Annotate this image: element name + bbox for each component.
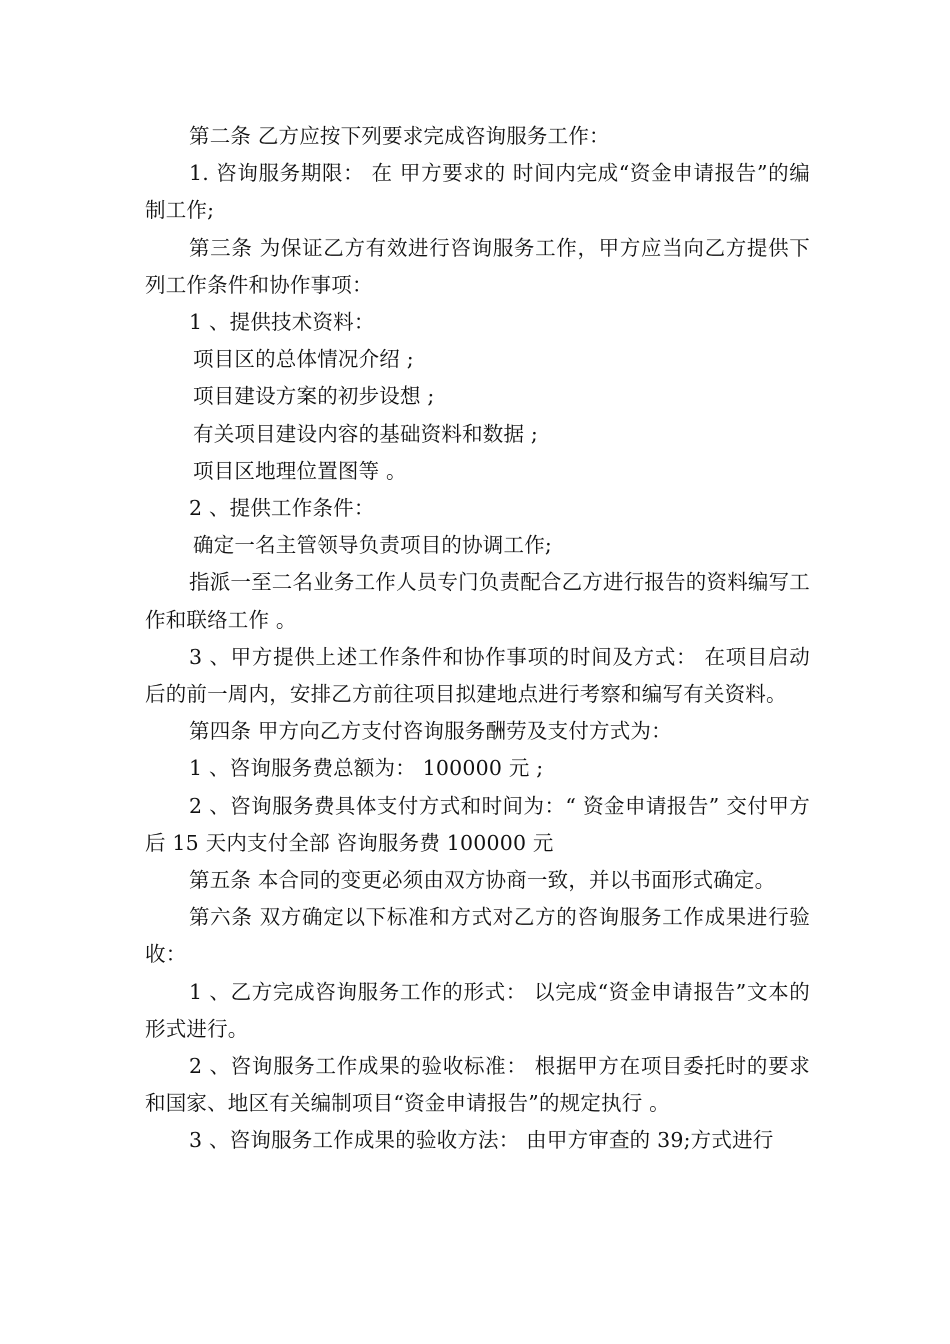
technical-material-3: 有关项目建设内容的基础资料和数据 ; [193,421,539,446]
article-4-heading: 第四条 甲方向乙方支付咨询服务酬劳及支付方式为： [189,719,672,744]
document-body [145,118,810,1160]
article-2-item-1: 1. 咨询服务期限： 在 甲方要求的 时间内完成“资金申请报告”的编制工作; [145,161,810,223]
article-3-item-2: 2 、提供工作条件： [189,496,375,521]
article-6-heading: 第六条 双方确定以下标准和方式对乙方的咨询服务工作成果进行验收： [145,905,810,967]
work-condition-2: 指派一至二名业务工作人员专门负责配合乙方进行报告的资料编写工作和联络工作 。 [145,570,810,632]
technical-material-2: 项目建设方案的初步设想 ; [193,384,435,409]
article-2-heading: 第二条 乙方应按下列要求完成咨询服务工作： [189,124,610,148]
technical-material-4: 项目区地理位置图等 。 [193,458,407,483]
article-6-item-2: 2 、咨询服务工作成果的验收标准： 根据甲方在项目委托时的要求和国家、地区有关编制项目“资金申请报告”的规定执行 。 [145,1054,810,1116]
article-6-item-3: 3 、咨询服务工作成果的验收方法： 由甲方审查的 39;方式进行 [189,1128,774,1153]
article-4-item-2: 2 、咨询服务费具体支付方式和时间为：“ 资金申请报告” 交付甲方后 15 天内支付全部 咨询服务费 100000 元 [145,793,810,855]
article-3-heading: 第三条 为保证乙方有效进行咨询服务工作，甲方应当向乙方提供下列工作条件和协作事项： [145,235,810,297]
article-5: 第五条 本合同的变更必须由双方协商一致，并以书面形式确定。 [189,868,776,893]
article-3-item-3: 3 、甲方提供上述工作条件和协作事项的时间及方式： 在项目启动后的前一周内，安排乙方前往项目拟建地点进行考察和编写有关资料。 [145,644,810,707]
work-condition-1: 确定一名主管领导负责项目的协调工作; [193,533,553,558]
article-3-item-1: 1 、提供技术资料： [189,310,375,335]
technical-material-1: 项目区的总体情况介绍 ; [193,347,414,372]
article-6-item-1: 1 、乙方完成咨询服务工作的形式： 以完成“资金申请报告”文本的形式进行。 [145,979,810,1041]
article-4-item-1: 1 、咨询服务费总额为： 100000 元 ; [189,756,544,781]
